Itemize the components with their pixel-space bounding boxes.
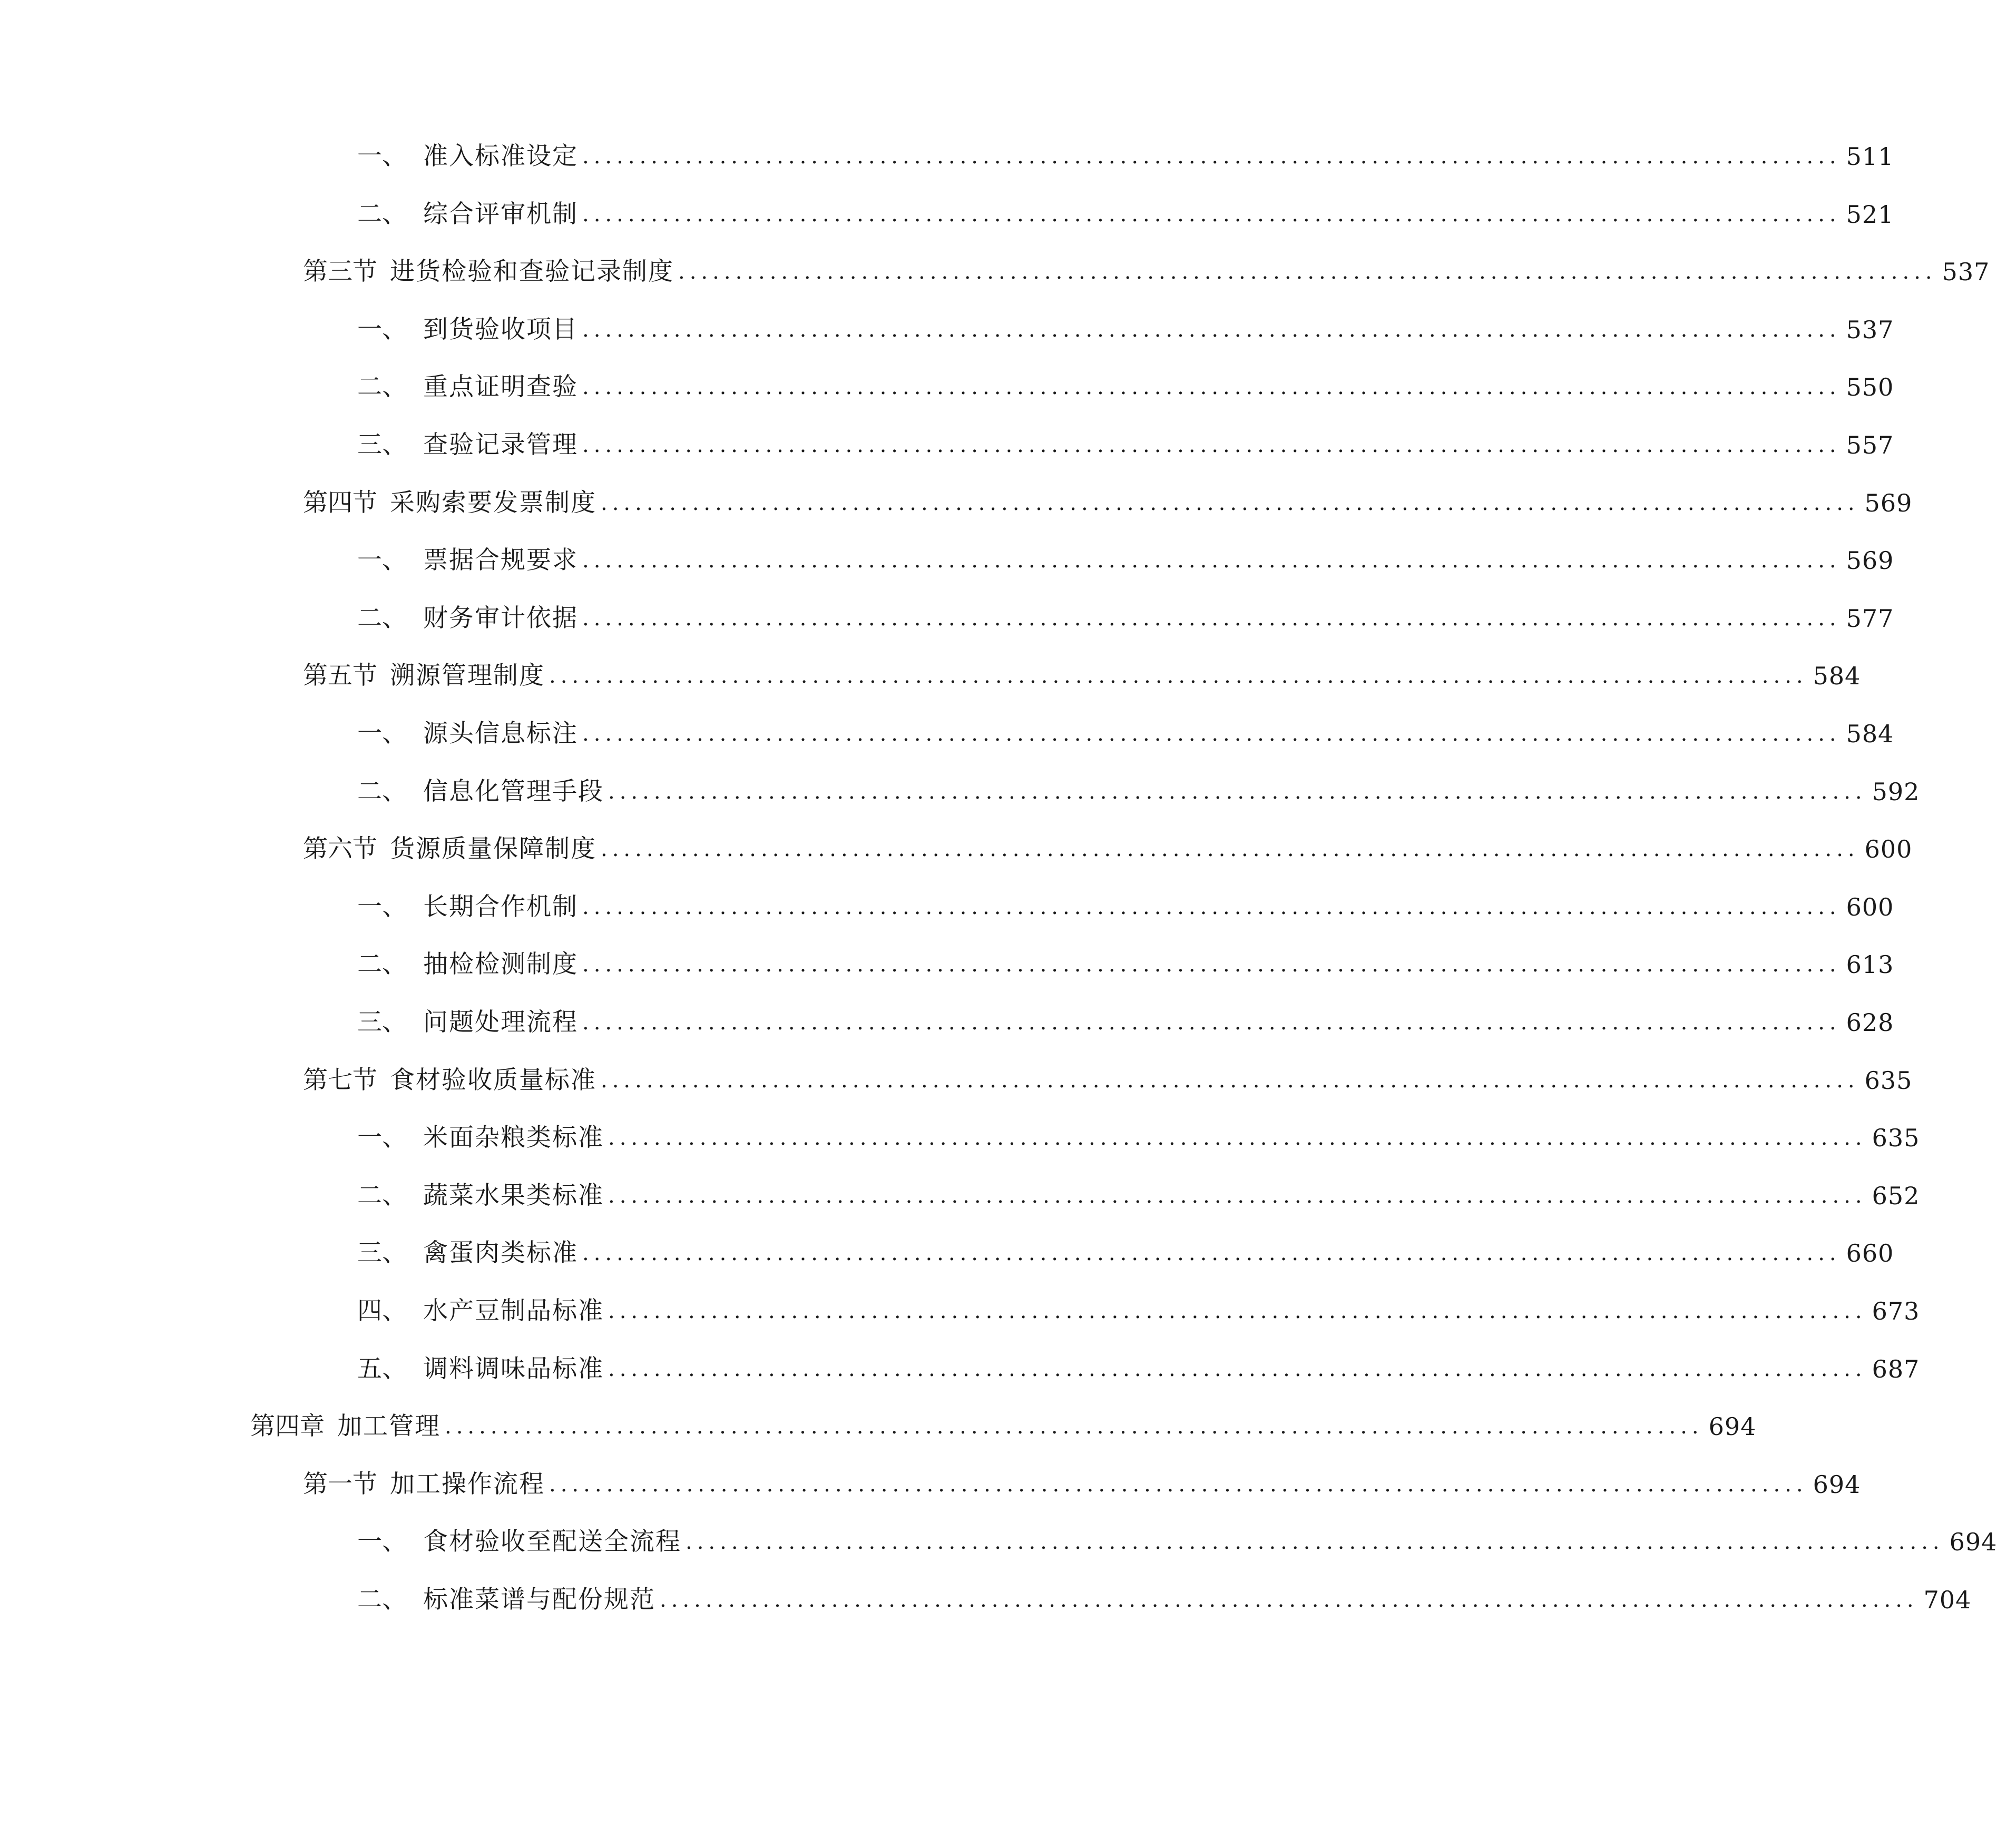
toc-dot-leader: .............................................................................................................. xyxy=(582,606,1841,631)
toc-entry-number: 第三节 xyxy=(303,257,377,286)
toc-entry-item[interactable] xyxy=(357,597,1894,640)
toc-dot-leader: .............................................................................................................. xyxy=(601,837,1859,861)
toc-entry-page-number: 704 xyxy=(1923,1586,1972,1614)
toc-entry-title: 到货验收项目 xyxy=(423,315,578,344)
toc-entry-number: 一、 xyxy=(357,142,407,171)
toc-entry-item[interactable] xyxy=(357,135,1894,178)
toc-entry-page-number: 550 xyxy=(1846,373,1894,401)
toc-entry-title: 米面杂粮类标准 xyxy=(423,1123,604,1152)
toc-entry-page-number: 511 xyxy=(1846,142,1894,171)
toc-entry-title: 进货检验和查验记录制度 xyxy=(390,257,674,286)
toc-dot-leader: .............................................................................................................. xyxy=(608,1357,1867,1381)
toc-entry-number: 一、 xyxy=(357,1527,407,1556)
toc-entry-page-number: 628 xyxy=(1846,1008,1894,1037)
toc-entry-number: 第一节 xyxy=(303,1470,377,1499)
toc-entry-page-number: 652 xyxy=(1872,1182,1920,1210)
toc-dot-leader: .............................................................................................................. xyxy=(445,1414,1704,1439)
toc-entry-title: 调料调味品标准 xyxy=(423,1354,604,1383)
toc-entry-number: 五、 xyxy=(357,1354,407,1383)
toc-dot-leader: .............................................................................................................. xyxy=(686,1530,1944,1554)
toc-entry-title: 蔬菜水果类标准 xyxy=(423,1181,604,1210)
toc-entry-item[interactable] xyxy=(357,886,1894,928)
toc-dot-leader: .............................................................................................................. xyxy=(582,548,1841,573)
toc-dot-leader: .............................................................................................................. xyxy=(582,722,1841,746)
toc-entry-title: 抽检检测制度 xyxy=(423,950,578,979)
toc-entry-page-number: 577 xyxy=(1846,604,1894,633)
toc-entry-number: 二、 xyxy=(357,200,407,229)
toc-dot-leader: .............................................................................................................. xyxy=(608,1184,1867,1208)
toc-dot-leader: .............................................................................................................. xyxy=(582,144,1841,169)
toc-entry-section[interactable] xyxy=(303,655,1861,697)
toc-entry-title: 查验记录管理 xyxy=(423,430,578,459)
toc-entry-page-number: 569 xyxy=(1864,489,1913,517)
toc-entry-title: 标准菜谱与配份规范 xyxy=(423,1585,655,1614)
toc-entry-title: 采购索要发票制度 xyxy=(390,488,596,517)
toc-entry-number: 三、 xyxy=(357,1008,407,1037)
toc-entry-title: 问题处理流程 xyxy=(423,1008,578,1037)
toc-dot-leader: .............................................................................................................. xyxy=(608,780,1867,804)
toc-entry-page-number: 635 xyxy=(1872,1124,1920,1152)
toc-entry-title: 重点证明查验 xyxy=(423,372,578,401)
toc-entry-title: 长期合作机制 xyxy=(423,892,578,921)
toc-entry-number: 三、 xyxy=(357,430,407,459)
toc-entry-page-number: 694 xyxy=(1813,1470,1861,1499)
toc-entry-number: 二、 xyxy=(357,950,407,979)
toc-entry-number: 第四章 xyxy=(250,1412,325,1441)
toc-entry-number: 二、 xyxy=(357,1181,407,1210)
toc-entry-title: 加工管理 xyxy=(337,1412,440,1441)
toc-entry-page-number: 584 xyxy=(1813,662,1861,690)
toc-entry-item[interactable] xyxy=(357,771,1920,813)
toc-entry-section[interactable] xyxy=(303,482,1913,524)
toc-entry-item[interactable] xyxy=(357,366,1894,408)
toc-entry-page-number: 600 xyxy=(1864,835,1913,863)
toc-entry-title: 加工操作流程 xyxy=(390,1470,545,1499)
toc-dot-leader: .............................................................................................................. xyxy=(582,202,1841,227)
toc-dot-leader: .............................................................................................................. xyxy=(582,895,1841,919)
toc-entry-item[interactable] xyxy=(357,424,1894,466)
toc-entry-page-number: 569 xyxy=(1846,546,1894,575)
toc-entry-page-number: 613 xyxy=(1846,950,1894,979)
toc-entry-item[interactable] xyxy=(357,1232,1894,1274)
toc-entry-page-number: 635 xyxy=(1864,1066,1913,1095)
toc-entry-item[interactable] xyxy=(357,1521,1997,1563)
toc-entry-title: 食材验收至配送全流程 xyxy=(423,1527,681,1556)
toc-entry-number: 第七节 xyxy=(303,1066,377,1095)
toc-entry-item[interactable] xyxy=(357,193,1894,235)
toc-entry-page-number: 673 xyxy=(1872,1297,1920,1325)
toc-entry-title: 禽蛋肉类标准 xyxy=(423,1238,578,1267)
toc-dot-leader: .............................................................................................................. xyxy=(582,433,1841,457)
toc-entry-page-number: 537 xyxy=(1942,258,1990,286)
toc-entry-number: 第六节 xyxy=(303,834,377,863)
toc-entry-item[interactable] xyxy=(357,1348,1920,1390)
toc-entry-section[interactable] xyxy=(303,1463,1861,1506)
toc-entry-number: 一、 xyxy=(357,315,407,344)
toc-entry-item[interactable] xyxy=(357,1579,1972,1621)
toc-entry-title: 源头信息标注 xyxy=(423,719,578,748)
toc-entry-page-number: 660 xyxy=(1846,1239,1894,1267)
toc-entry-page-number: 694 xyxy=(1708,1412,1757,1441)
toc-entry-number: 一、 xyxy=(357,892,407,921)
toc-entry-number: 一、 xyxy=(357,546,407,575)
toc-entry-page-number: 584 xyxy=(1846,720,1894,748)
toc-entry-page-number: 557 xyxy=(1846,431,1894,459)
toc-entry-page-number: 592 xyxy=(1872,778,1920,806)
toc-entry-title: 财务审计依据 xyxy=(423,604,578,633)
toc-entry-section[interactable] xyxy=(303,828,1913,870)
toc-entry-number: 二、 xyxy=(357,777,407,806)
toc-dot-leader: .............................................................................................................. xyxy=(582,1010,1841,1035)
toc-dot-leader: .............................................................................................................. xyxy=(549,664,1808,688)
toc-entry-title: 票据合规要求 xyxy=(423,546,578,575)
toc-entry-section[interactable] xyxy=(303,1059,1913,1102)
toc-entry-item[interactable] xyxy=(357,943,1894,986)
toc-dot-leader: .............................................................................................................. xyxy=(678,260,1937,284)
toc-entry-item[interactable] xyxy=(357,1290,1920,1332)
toc-entry-number: 二、 xyxy=(357,1585,407,1614)
toc-entry-number: 一、 xyxy=(357,719,407,748)
toc-dot-leader: .............................................................................................................. xyxy=(582,318,1841,342)
toc-dot-leader: .............................................................................................................. xyxy=(582,1241,1841,1265)
toc-entry-title: 综合评审机制 xyxy=(423,200,578,229)
toc-entry-item[interactable] xyxy=(357,309,1894,351)
toc-dot-leader: .............................................................................................................. xyxy=(608,1299,1867,1323)
toc-dot-leader: .............................................................................................................. xyxy=(582,375,1841,399)
toc-entry-title: 溯源管理制度 xyxy=(390,661,545,690)
toc-entry-number: 三、 xyxy=(357,1238,407,1267)
toc-entry-page-number: 521 xyxy=(1846,200,1894,229)
toc-dot-leader: .............................................................................................................. xyxy=(601,491,1859,515)
toc-entry-number: 第四节 xyxy=(303,488,377,517)
toc-entry-item[interactable] xyxy=(357,539,1894,582)
toc-entry-number: 第五节 xyxy=(303,661,377,690)
toc-entry-chapter[interactable] xyxy=(250,1405,1757,1448)
toc-entry-number: 二、 xyxy=(357,604,407,633)
toc-entry-page-number: 687 xyxy=(1872,1355,1920,1383)
toc-entry-title: 信息化管理手段 xyxy=(423,777,604,806)
toc-dot-leader: .............................................................................................................. xyxy=(660,1588,1918,1612)
toc-dot-leader: .............................................................................................................. xyxy=(601,1068,1859,1093)
toc-entry-title: 准入标准设定 xyxy=(423,142,578,171)
toc-entry-title: 货源质量保障制度 xyxy=(390,834,596,863)
toc-dot-leader: .............................................................................................................. xyxy=(549,1472,1808,1497)
toc-entry-page-number: 694 xyxy=(1949,1528,1997,1556)
toc-entry-title: 食材验收质量标准 xyxy=(390,1066,596,1095)
toc-entry-section[interactable] xyxy=(303,251,1990,293)
toc-dot-leader: .............................................................................................................. xyxy=(608,1126,1867,1150)
toc-entry-page-number: 600 xyxy=(1846,893,1894,921)
toc-entry-item[interactable] xyxy=(357,713,1894,755)
toc-entry-number: 二、 xyxy=(357,372,407,401)
toc-entry-number: 四、 xyxy=(357,1296,407,1325)
toc-dot-leader: .............................................................................................................. xyxy=(582,952,1841,977)
toc-entry-item[interactable] xyxy=(357,1117,1920,1159)
toc-entry-item[interactable] xyxy=(357,1001,1894,1044)
toc-entry-item[interactable] xyxy=(357,1175,1920,1217)
toc-entry-page-number: 537 xyxy=(1846,316,1894,344)
toc-entry-number: 一、 xyxy=(357,1123,407,1152)
toc-entry-title: 水产豆制品标准 xyxy=(423,1296,604,1325)
